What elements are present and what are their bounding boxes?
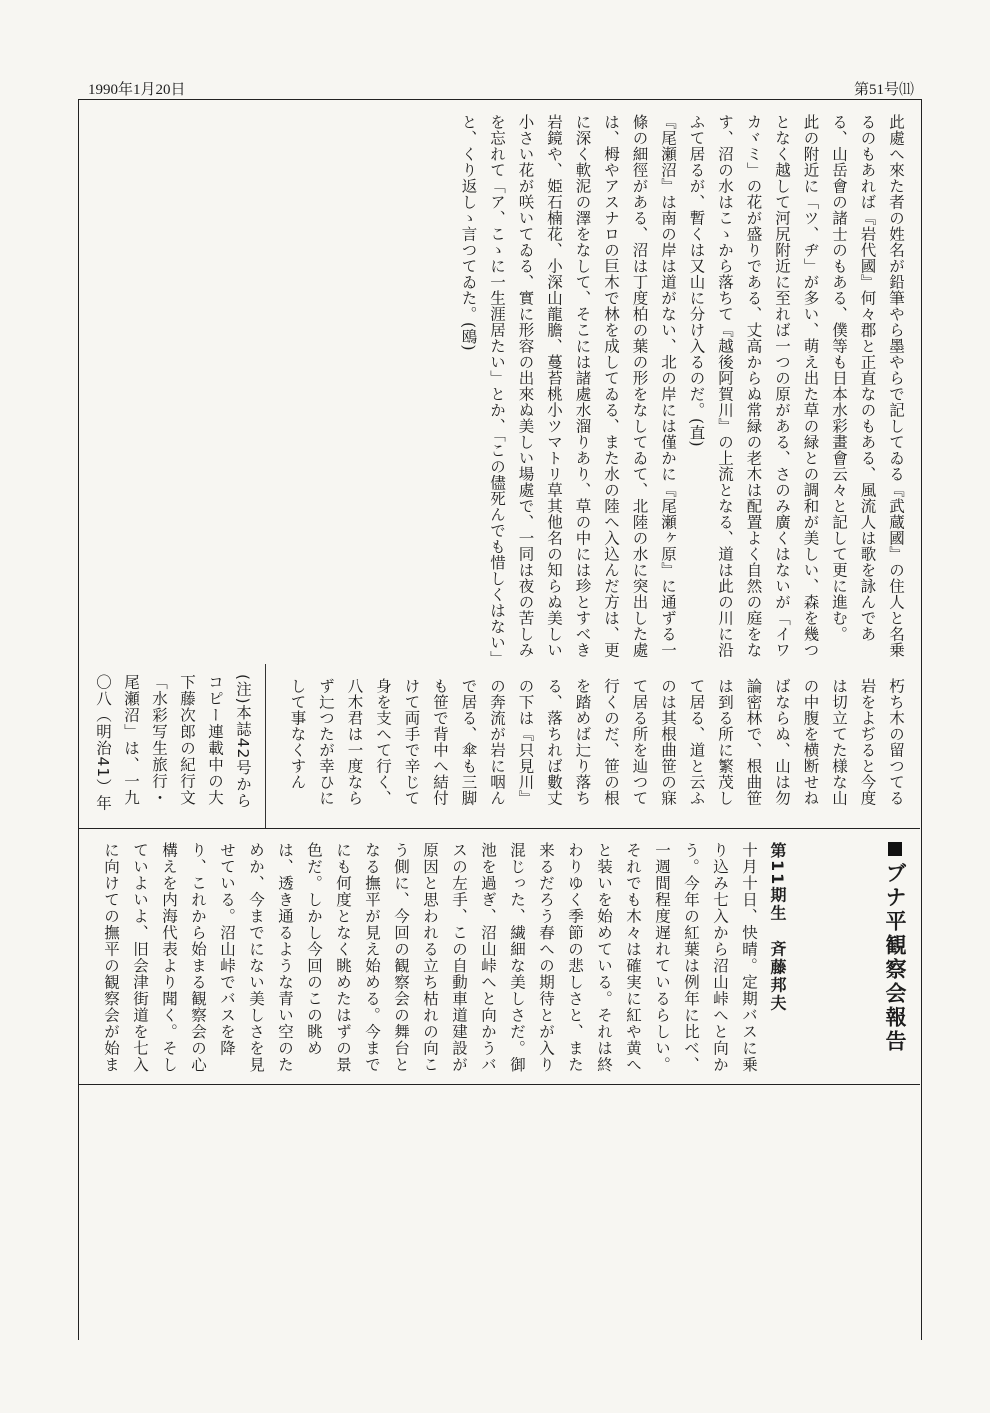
report-text: 十月十日、快晴。定期バスに乗り込み七入から沼山峠へと向かう。今年の紅葉は例年に比べ、一週間程度遅れているらしい。それでも木々は確実に紅や黄へと装いを始めている。それは終わりゆく季節の悲しさと、また来るだろう春への期待とが入り混じった、繊細な美しさだ。御池を過ぎ、沼山峠へと向かうバスの左手、この自動車道建設が原因と思われる立ち枯れの向こう側に、今回の観察会の舞台となる撫平が見え始める。今までにも何度となく眺めたはずの景色だ。しかし今回のこの眺めは、透き通るような青い空のためか、今までにない美しさを見せている。沼山峠でバスを降り、これから始まる観察会の心構えを内海代表より聞く。そしていよいよ、旧会津街道を七入に向けての撫平の観察会が始ま <box>102 842 758 1073</box>
square-bullet-icon <box>888 842 902 856</box>
diary-paragraph: 朽ち木の留つてる岩をよぢると今度は切立てた様な山の中腹を横断せねばならぬ、山は勿論密林で、根曲笹は到る所に繁茂して居る、道と云ふのは其根曲笹の寐て居る所を辿つて行くのだ、笹の根を踏めば辷り落ちる、落ちれば數丈の下は『只見川』の奔流が岩に咽んで居る、傘も三脚も笹で背中へ結付けて両手で辛じて身を支へて行く、八木君は一度ならず辷つたが幸ひにして事なくすん <box>288 678 905 806</box>
report-continued-text <box>881 1096 910 1328</box>
diary-section <box>92 114 910 662</box>
report-title: ブナ平観察会報告 <box>883 862 907 1054</box>
issue-number: 第51号⑾ <box>853 82 914 98</box>
notes-text: 本誌42号からコピー連載中の大下藤次郎の紀行文「水彩写生旅行・尾瀬沼」は、一九〇八（明治41）年 <box>94 674 252 812</box>
diary-paragraph: 此の附近に「ツ、ヂ」が多い、萌え出た草の緑との調和が美しい、森を幾つとなく越して河尻附近に至れば一つの原がある、さのみ廣くはないが「イワカヾミ」の花が盛りである、丈高からぬ常緑の老木は配置よく自然の庭をなす、沼の水はこゝから落ちて『越後阿賀川』の上流となる、道は此の川に沿ふて居るが、暫くは又山に分け入るのだ。(直) <box>687 114 820 658</box>
report-body <box>92 842 792 1074</box>
report-body-continued <box>92 1096 910 1328</box>
diary-section-2 <box>278 678 910 818</box>
section-rule <box>78 828 920 829</box>
editor-notes <box>92 674 257 822</box>
diary-paragraph: 此處へ來た者の姓名が鉛筆やら墨やらで記してゐる『武蔵國』の住人と名乗るのもあれば『岩代國』何々郡と正直なのもある、風流人は歌を詠んである、山岳會の諸士のもある、僕等も日本水彩畫會云々と記して更に進む。 <box>830 114 905 658</box>
notes-label: (注) <box>234 674 252 705</box>
section-rule-2 <box>78 1084 920 1085</box>
diary-paragraph: 『尾瀬沼』は南の岸は道がない、北の岸には僅かに『尾瀬ヶ原』に通ずる一條の細徑がある、沼は丁度柏の葉の形をなしてゐて、北陸の水に突出した處は、栂やアスナロの巨木で林を成してゐる、また水の陸へ入込んだ方は、更に深く軟泥の澤をなして、そこには諸處水溜りあり、草の中には珍とすべき岩鏡や、姫石楠花、小深山龍膽、蔓苔桃小ツマトリ草其他名の知らぬ美しい小さい花が咲いてゐる、實に形容の出來ぬ美しい場處で、一同は夜の苦しみを忘れて「ア、こゝに一生涯居たい」とか、「この儘死んでも惜しくはない」と、くり返しゝ言つてゐた。(鴎) <box>459 114 677 659</box>
report-author: 第11期生 斉藤邦夫 <box>768 842 787 1013</box>
section-divider <box>265 664 266 828</box>
report-heading <box>800 842 910 1082</box>
issue-date: 1990年1月20日 <box>88 82 186 98</box>
